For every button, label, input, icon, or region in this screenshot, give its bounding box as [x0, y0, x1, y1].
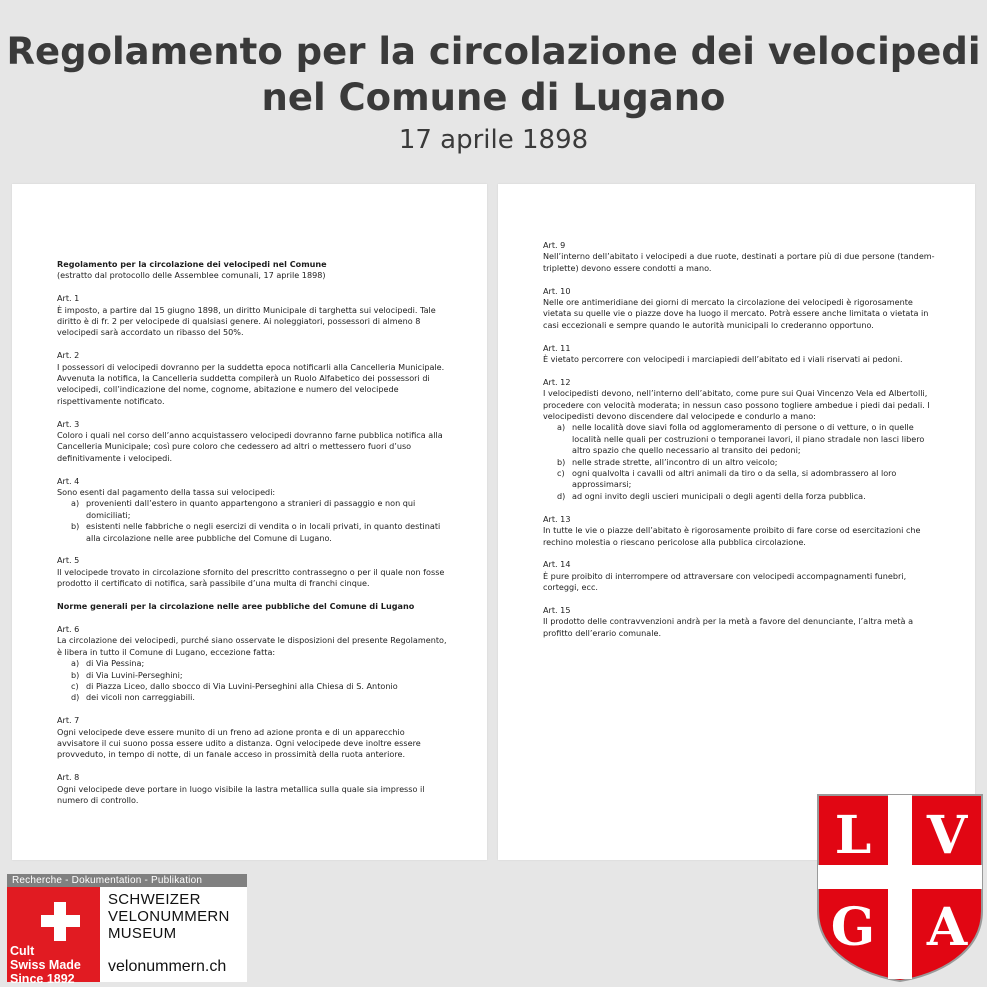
list-item [543, 491, 935, 502]
coat-letter-v: V [926, 805, 968, 866]
article-text: Nell’interno dell’abitato i velocipedi a due ruote, destinati a portare più di due persone (tandem-triplette) devono essere condotti a mano. [543, 251, 935, 273]
article-5 [57, 555, 449, 589]
museum-name: SCHWEIZER VELONUMMERN MUSEUM [108, 891, 230, 942]
section-heading: Norme generali per la circolazione nelle aree pubbliche del Comune di Lugano [57, 601, 415, 612]
document-body-right [543, 240, 935, 651]
article-8 [57, 772, 449, 806]
article-text: Nelle ore antimeridiane dei giorni di mercato la circolazione dei velocipedi è rigorosamente vietata su quelle vie o piazze dove ha luogo il mercato. Potrà essere anche limitata o vietata in casi eccezionali e sempre quando le autorità municipali lo crederanno opportuno. [543, 297, 929, 330]
article-2 [57, 350, 449, 407]
list-item-text: di Piazza Liceo, dallo sbocco di Via Luvini-Perseghini alla Chiesa di S. Antonio [86, 680, 398, 691]
list-item [57, 658, 449, 669]
article-6 [57, 624, 449, 704]
article-number: Art. 8 [57, 772, 80, 783]
article-1 [57, 293, 449, 339]
list-item-text: ad ogni invito degli uscieri municipali o degli agenti della forza pubblica. [572, 490, 866, 501]
coat-letter-g: G [830, 897, 876, 958]
article-list [57, 658, 449, 704]
list-marker: a) [71, 658, 80, 669]
article-13 [543, 514, 935, 548]
article-number: Art. 11 [543, 342, 571, 353]
article-11 [543, 343, 935, 366]
list-item [57, 681, 449, 692]
list-marker: d) [557, 490, 566, 501]
list-item-text: nelle località dove siavi folla od agglomeramento di persone o di vetture, o in quelle località nelle quali per costruzioni o temporanei lavori, il piano stradale non lasci libero altro spazio che quello necessario al transito dei pedoni; [572, 422, 925, 456]
museum-tagline: Recherche - Dokumentation - Publikation [7, 874, 247, 887]
list-item-text: di Via Pessina; [86, 658, 145, 669]
list-item-text: nelle strade strette, all’incontro di un altro veicolo; [572, 456, 778, 467]
article-number: Art. 10 [543, 285, 571, 296]
list-marker: d) [71, 692, 80, 703]
page-title-line1: Regolamento per la circolazione dei velocipedi [6, 30, 981, 73]
list-marker: b) [557, 456, 566, 467]
list-marker: a) [71, 498, 80, 509]
article-number: Art. 5 [57, 555, 80, 566]
article-number: Art. 3 [57, 418, 80, 429]
list-item [57, 670, 449, 681]
article-number: Art. 14 [543, 559, 571, 570]
document-body-left [57, 259, 449, 818]
article-7 [57, 715, 449, 761]
list-item [543, 468, 935, 491]
list-marker: b) [71, 521, 80, 532]
article-number: Art. 6 [57, 623, 80, 634]
document-page-right [498, 184, 975, 860]
article-text: Il prodotto delle contravvenzioni andrà per la metà a favore del denunciante, l’altra metà a profitto dell’erario comunale. [543, 616, 914, 638]
document-page-left [12, 184, 487, 860]
article-text: Il velocipede trovato in circolazione sfornito del prescritto contrassegno o per il quale non fosse prodotto il certificato di notifica, sarà passibile d’una multa di franchi cinque. [57, 566, 445, 589]
list-marker: a) [557, 422, 566, 433]
list-item-text: di Via Luvini-Perseghini; [86, 669, 183, 680]
list-marker: b) [71, 669, 80, 680]
article-number: Art. 4 [57, 475, 80, 486]
article-text: I possessori di velocipedi dovranno per la suddetta epoca notificarli alla Cancelleria Municipale. Avvenuta la notifica, la Cancelleria suddetta compilerà un Ruolo Alfabetico dei possessori di velocipedi, coll’indicazione del nome, cognome, abitazione e numero del velocipede rispettivamente notificato. [57, 361, 445, 406]
article-text: In tutte le vie o piazze dell’abitato è rigorosamente proibito di fare corse od esercitazioni che rechino molestia o riescano pericolose alla pubblica circolazione. [543, 525, 921, 547]
list-marker: c) [71, 680, 79, 691]
document-heading: Regolamento per la circolazione dei velocipedi nel Comune [57, 259, 327, 269]
coat-letter-a: A [926, 897, 968, 958]
article-list [57, 498, 449, 544]
article-number: Art. 2 [57, 350, 80, 361]
article-9 [543, 240, 935, 274]
article-number: Art. 15 [543, 604, 571, 615]
museum-url: velonummern.ch [108, 958, 227, 975]
swiss-flag-icon [7, 887, 100, 986]
article-text: Coloro i quali nel corso dell’anno acquistassero velocipedi dovranno farne pubblica notifica alla Cancelleria Municipale; così pure coloro che cedessero ad altri o mettessero fuori d’uso definitivamente i velocipedi. [57, 430, 443, 463]
article-text: Ogni velocipede deve portare in luogo visibile la lastra metallica sulla quale sia impresso il numero di controllo. [57, 783, 425, 805]
list-item-text: provenienti dall’estero in quanto appartengono a stranieri di passaggio e non qui domiciliati; [86, 498, 416, 520]
article-list [543, 422, 935, 502]
article-15 [543, 605, 935, 639]
list-item-text: dei vicoli non carreggiabili. [86, 692, 195, 703]
list-item [543, 457, 935, 468]
article-text: I velocipedisti devono, nell’interno dell’abitato, come pure sui Quai Vincenzo Vela ed Albertolli, procedere con velocità moderata; in nessun caso possono togliere ambedue i piedi dai pedali. I velocipedisti devono discendere dal velocipede e condurlo a mano: [543, 388, 930, 422]
list-item [57, 498, 449, 521]
article-3 [57, 419, 449, 465]
article-text: Ogni velocipede deve essere munito di un freno ad azione pronta e di un apparecchio avvisatore il cui suono possa essere udito a distanza. Ogni velocipede deve inoltre essere provveduto, in tempo di notte, di un fanale acceso in prossimità della ruota anteriore. [57, 726, 421, 760]
article-number: Art. 1 [57, 293, 80, 304]
coat-letter-l: L [834, 805, 872, 866]
article-text: È imposto, a partire dal 15 giugno 1898, un diritto Municipale di targhetta sui velocipedi. Tale diritto è di fr. 2 per velocipede di qualsiasi genere. Ai noleggiatori, possessori di almeno 8 velocipedi sarà accordato un ribasso del 50%. [57, 304, 436, 338]
museum-logo [7, 874, 247, 986]
article-text: Sono esenti dal pagamento della tassa sui velocipedi: [57, 487, 276, 498]
article-number: Art. 7 [57, 715, 80, 726]
article-12 [543, 377, 935, 502]
list-item [57, 521, 449, 544]
swiss-made-badge: Cult Swiss Made Since 1892 [10, 944, 81, 986]
article-10 [543, 286, 935, 332]
article-text: È vietato percorrere con velocipedi i marciapiedi dell’abitato ed i viali riservati ai pedoni. [543, 354, 903, 365]
article-text: È pure proibito di interrompere od attraversare con velocipedi accompagnamenti funebri, corteggi, ecc. [543, 570, 907, 593]
page-title-line2: nel Comune di Lugano [261, 76, 726, 119]
list-item [543, 422, 935, 456]
page-date: 17 aprile 1898 [398, 125, 589, 155]
article-4 [57, 476, 449, 544]
article-number: Art. 13 [543, 513, 571, 524]
article-number: Art. 12 [543, 376, 571, 387]
document-subheading: (estratto dal protocollo delle Assemblee comunali, 17 aprile 1898) [57, 270, 326, 281]
lugano-coat-of-arms-icon [816, 793, 984, 983]
list-item-text: esistenti nelle fabbriche o negli esercizi di vendita o in locali privati, in quanto destinati alla circolazione nelle aree pubbliche del Comune di Lugano. [86, 521, 441, 543]
article-text: La circolazione dei velocipedi, purché siano osservate le disposizioni del presente Regolamento, è libera in tutto il Comune di Lugano, eccezione fatta: [57, 635, 447, 657]
list-item [57, 692, 449, 703]
list-marker: c) [557, 468, 565, 479]
article-number: Art. 9 [543, 240, 566, 250]
list-item-text: ogni qualvolta i cavalli od altri animali da tiro o da sella, si adombrassero al loro approssimarsi; [572, 468, 897, 490]
article-14 [543, 559, 935, 593]
